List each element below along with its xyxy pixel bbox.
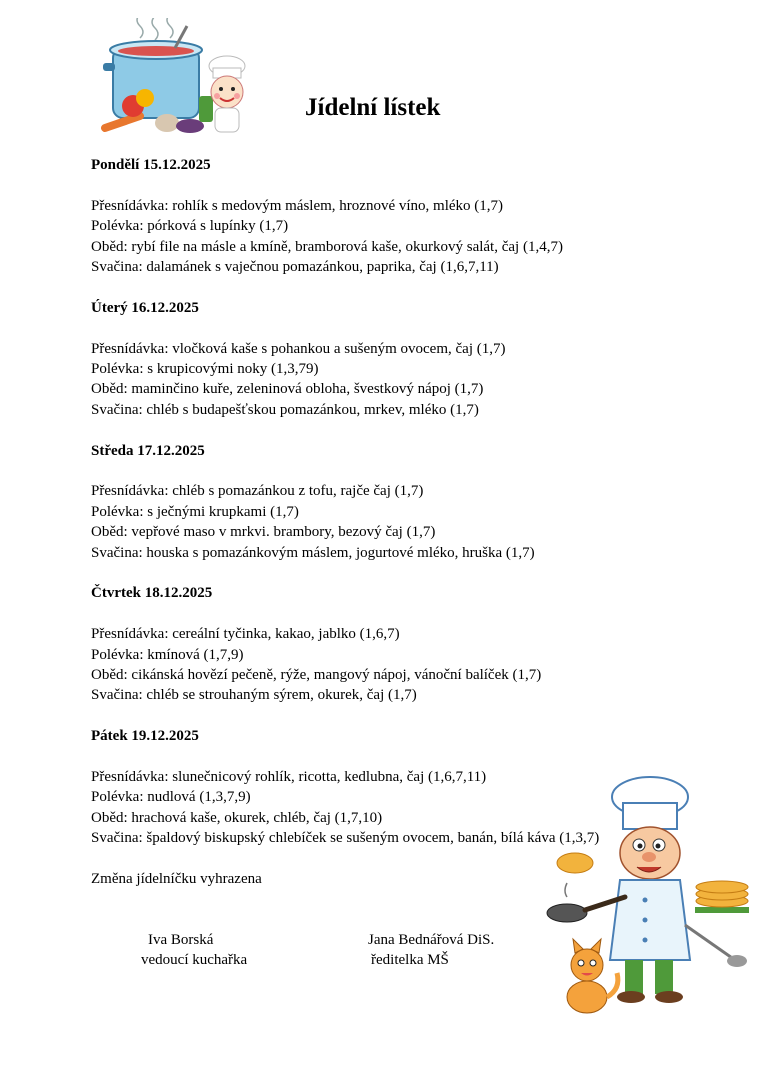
meal-line-soup: Polévka: pórková s lupínky (1,7) bbox=[91, 218, 289, 235]
day-section-tuesday bbox=[91, 298, 651, 420]
meal-line-snack-pm: Svačina: chléb se strouhaným sýrem, okurek, čaj (1,7) bbox=[91, 687, 417, 704]
meal-line-snack-am: Přesnídávka: slunečnicový rohlík, ricotta, kedlubna, čaj (1,6,7,11) bbox=[91, 769, 487, 786]
meal-line-snack-pm: Svačina: houska s pomazánkovým máslem, jogurtové mléko, hruška (1,7) bbox=[91, 544, 535, 561]
meal-line-snack-am: Přesnídávka: chléb s pomazánkou z tofu, rajče čaj (1,7) bbox=[91, 483, 424, 500]
day-heading: Pátek 19.12.2025 bbox=[91, 728, 199, 745]
meal-line-soup: Polévka: kmínová (1,7,9) bbox=[91, 646, 244, 663]
day-section-thursday bbox=[91, 583, 651, 705]
meal-line-lunch: Oběd: rybí file na másle a kmíně, bramborová kaše, okurkový salát, čaj (1,4,7) bbox=[91, 238, 563, 255]
meal-line-lunch: Oběd: hrachová kaše, okurek, chléb, čaj (1,7,10) bbox=[91, 809, 383, 826]
signature-right-role: ředitelka MŠ bbox=[371, 952, 449, 968]
meal-line-soup: Polévka: nudlová (1,3,7,9) bbox=[91, 789, 251, 806]
meal-line-lunch: Oběd: cikánská hovězí pečeně, rýže, mangový nápoj, vánoční balíček (1,7) bbox=[91, 667, 542, 684]
day-heading: Pondělí 15.12.2025 bbox=[91, 157, 211, 173]
meal-line-lunch: Oběd: maminčino kuře, zeleninová obloha, švestkový nápoj (1,7) bbox=[91, 381, 484, 398]
meal-line-snack-am: Přesnídávka: cereální tyčinka, kakao, jablko (1,6,7) bbox=[91, 626, 400, 643]
meal-line-snack-am: Přesnídávka: vločková kaše s pohankou a sušeným ovocem, čaj (1,7) bbox=[91, 340, 506, 357]
meal-line-snack-pm: Svačina: špaldový biskupský chlebíček se sušeným ovocem, banán, bílá káva (1,3,7) bbox=[91, 830, 600, 847]
page-title: Jídelní lístek bbox=[305, 94, 441, 121]
meal-line-snack-pm: Svačina: dalamánek s vaječnou pomazánkou, paprika, čaj (1,6,7,11) bbox=[91, 259, 499, 276]
day-heading: Čtvrtek 18.12.2025 bbox=[91, 585, 213, 602]
meal-line-soup: Polévka: s krupicovými noky (1,3,79) bbox=[91, 361, 319, 378]
day-section-monday bbox=[91, 155, 651, 277]
signature-left-role: vedoucí kuchařka bbox=[141, 952, 248, 968]
day-heading: Středa 17.12.2025 bbox=[91, 442, 205, 459]
signature-right-name: Jana Bednářová DiS. bbox=[368, 932, 495, 948]
cooking-pot-illustration bbox=[95, 18, 265, 140]
signature-left-name: Iva Borská bbox=[148, 932, 214, 948]
day-section-wednesday bbox=[91, 441, 651, 563]
day-heading: Úterý 16.12.2025 bbox=[91, 299, 199, 316]
chef-illustration bbox=[545, 775, 755, 1020]
meal-line-snack-am: Přesnídávka: rohlík s medovým máslem, hroznové víno, mléko (1,7) bbox=[91, 197, 504, 214]
meal-line-lunch: Oběd: vepřové maso v mrkvi. brambory, bezový čaj (1,7) bbox=[91, 524, 436, 541]
meal-line-soup: Polévka: s ječnými krupkami (1,7) bbox=[91, 503, 299, 520]
meal-line-snack-pm: Svačina: chléb s budapešťskou pomazánkou, mrkev, mléko (1,7) bbox=[91, 401, 479, 418]
change-note: Změna jídelníčku vyhrazena bbox=[91, 871, 262, 888]
